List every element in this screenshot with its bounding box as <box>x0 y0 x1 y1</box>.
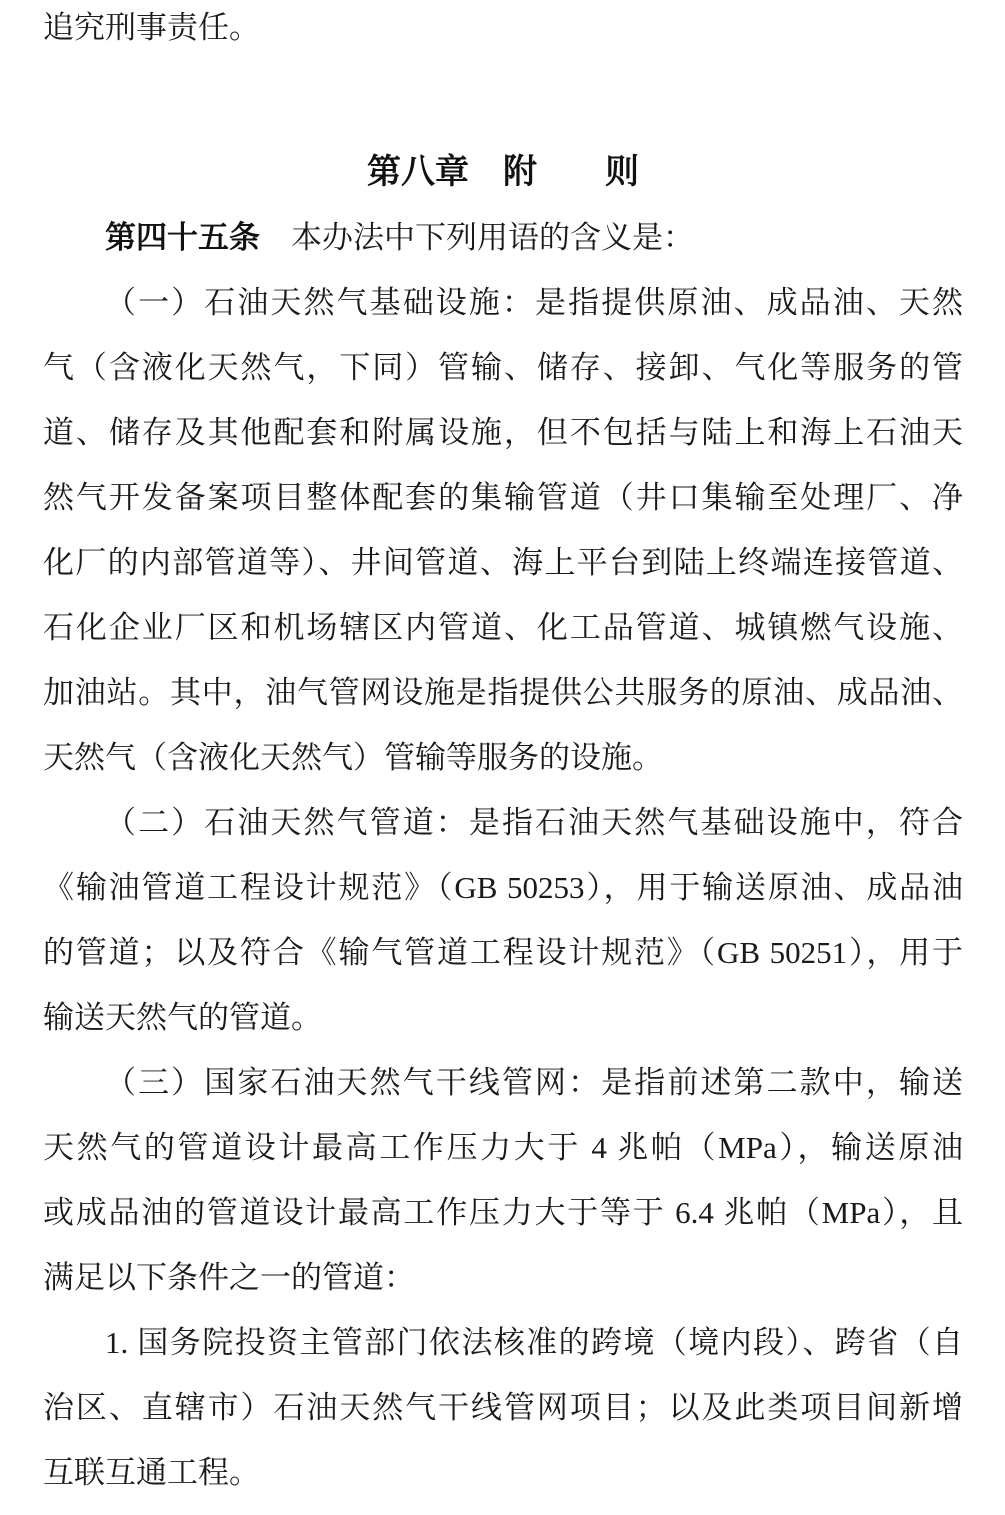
document-line: 或成品油的管道设计最高工作压力大于等于 6.4 兆帕（MPa），且 <box>43 1195 963 1230</box>
chapter-heading: 第八章 附 则 <box>367 153 639 191</box>
document-line: 然气开发备案项目整体配套的集输管道（井口集输至处理厂、净 <box>43 480 963 515</box>
document-line: 化厂的内部管道等）、井间管道、海上平台到陆上终端连接管道、 <box>43 545 963 580</box>
document-line: 《输油管道工程设计规范》（GB 50253），用于输送原油、成品油 <box>43 870 963 905</box>
document-line: 输送天然气的管道。 <box>43 1000 322 1035</box>
document-line: （三）国家石油天然气干线管网：是指前述第二款中，输送 <box>105 1065 963 1100</box>
document-line: （二）石油天然气管道：是指石油天然气基础设施中，符合 <box>105 805 963 840</box>
document-line: 1. 国务院投资主管部门依法核准的跨境（境内段）、跨省（自 <box>105 1325 963 1360</box>
document-text-column <box>43 0 963 1505</box>
document-line: 道、储存及其他配套和附属设施，但不包括与陆上和海上石油天 <box>43 415 963 450</box>
document-line: 的管道；以及符合《输气管道工程设计规范》（GB 50251），用于 <box>43 935 963 970</box>
document-line: 天然气的管道设计最高工作压力大于 4 兆帕（MPa），输送原油 <box>43 1130 963 1165</box>
document-line: （一）石油天然气基础设施：是指提供原油、成品油、天然 <box>105 285 963 320</box>
document-line: 互联互通工程。 <box>43 1455 260 1490</box>
document-line: 追究刑事责任。 <box>43 10 260 45</box>
document-line: 满足以下条件之一的管道： <box>43 1260 415 1295</box>
document-line: 天然气（含液化天然气）管输等服务的设施。 <box>43 740 663 775</box>
document-line: 治区、直辖市）石油天然气干线管网项目；以及此类项目间新增 <box>43 1390 963 1425</box>
article-number: 第四十五条 <box>105 220 260 255</box>
document-line: 加油站。其中，油气管网设施是指提供公共服务的原油、成品油、 <box>43 675 963 710</box>
document-line: 第四十五条 本办法中下列用语的含义是： <box>105 220 694 255</box>
document-line: 石化企业厂区和机场辖区内管道、化工品管道、城镇燃气设施、 <box>43 610 963 645</box>
document-line: 气（含液化天然气，下同）管输、储存、接卸、气化等服务的管 <box>43 350 963 385</box>
